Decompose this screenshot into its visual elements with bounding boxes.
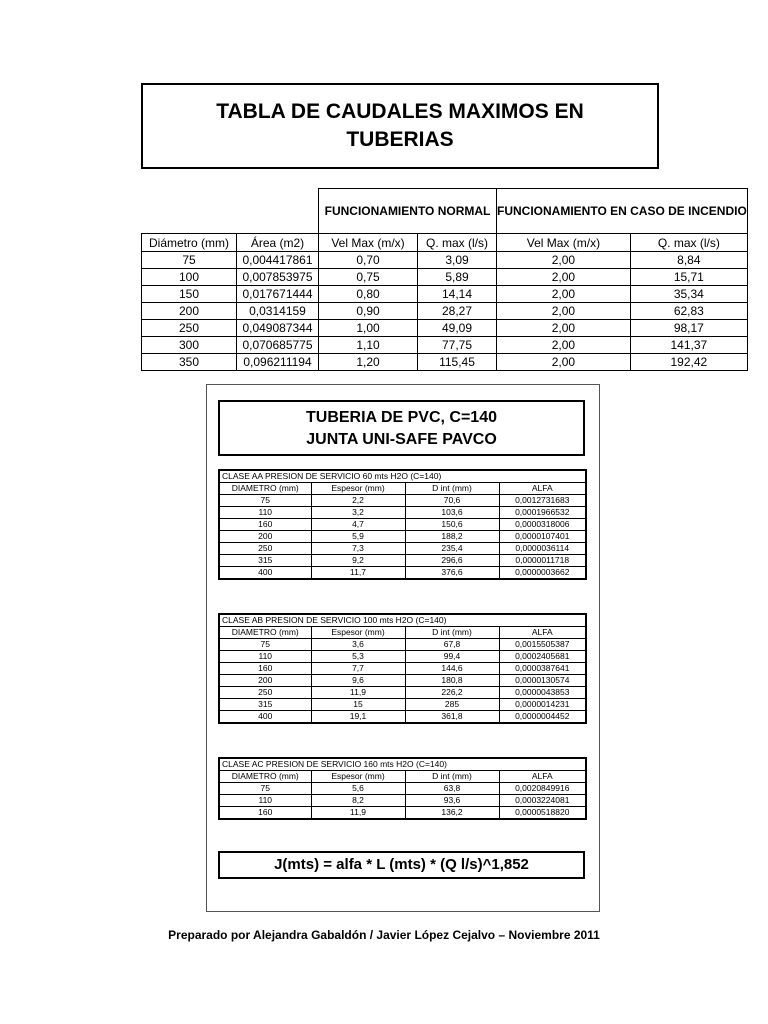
table-cell: 1,10 bbox=[319, 337, 418, 354]
table-cell: 5,3 bbox=[311, 651, 405, 663]
table-cell: 110 bbox=[219, 651, 311, 663]
table-cell: 62,83 bbox=[630, 303, 747, 320]
table-row bbox=[219, 711, 586, 724]
table-cell: 49,09 bbox=[418, 320, 497, 337]
column-header: Vel Max (m/x) bbox=[319, 234, 418, 252]
table-row bbox=[219, 807, 586, 820]
table-cell: 0,0001966532 bbox=[499, 507, 586, 519]
table-cell: 300 bbox=[142, 337, 237, 354]
table-cell: 2,00 bbox=[497, 303, 631, 320]
table-cell: 150 bbox=[142, 286, 237, 303]
table-cell: 0,0000518820 bbox=[499, 807, 586, 820]
table-row bbox=[142, 320, 748, 337]
table-cell: 67,8 bbox=[405, 639, 499, 651]
table-cell: 192,42 bbox=[630, 354, 747, 371]
table-cell: 98,17 bbox=[630, 320, 747, 337]
table-cell: 376,6 bbox=[405, 567, 499, 580]
column-header: DIAMETRO (mm) bbox=[219, 483, 311, 495]
empty-cell bbox=[142, 189, 237, 234]
table-cell: 8,2 bbox=[311, 795, 405, 807]
table-row bbox=[219, 687, 586, 699]
table-cell: 8,84 bbox=[630, 252, 747, 269]
table-cell: 0,0000014231 bbox=[499, 699, 586, 711]
table-cell: 75 bbox=[219, 783, 311, 795]
table-cell: 141,37 bbox=[630, 337, 747, 354]
table-row bbox=[219, 555, 586, 567]
table-cell: 0,0020849916 bbox=[499, 783, 586, 795]
flow-table bbox=[141, 188, 748, 371]
table-cell: 0,90 bbox=[319, 303, 418, 320]
table-cell: 0,0015505387 bbox=[499, 639, 586, 651]
table-row bbox=[142, 286, 748, 303]
empty-cell bbox=[237, 189, 319, 234]
table-cell: 11,9 bbox=[311, 807, 405, 820]
table-cell: 0,0000003662 bbox=[499, 567, 586, 580]
table-row bbox=[219, 507, 586, 519]
table-cell: 0,004417861 bbox=[237, 252, 319, 269]
table-row bbox=[219, 783, 586, 795]
document-title: TABLA DE CAUDALES MAXIMOS EN TUBERIAS bbox=[216, 100, 584, 151]
table-cell: 136,2 bbox=[405, 807, 499, 820]
table-cell: 250 bbox=[219, 543, 311, 555]
table-cell: 2,00 bbox=[497, 252, 631, 269]
table-cell: 7,7 bbox=[311, 663, 405, 675]
table-cell: 0,0000011718 bbox=[499, 555, 586, 567]
table-row bbox=[142, 303, 748, 320]
head-loss-formula: J(mts) = alfa * L (mts) * (Q l/s)^1,852 bbox=[218, 851, 585, 879]
table-cell: 0,0000043853 bbox=[499, 687, 586, 699]
table-cell: 11,7 bbox=[311, 567, 405, 580]
table-cell: 63,8 bbox=[405, 783, 499, 795]
table-cell: 0,0000318006 bbox=[499, 519, 586, 531]
table-cell: 0,0000387641 bbox=[499, 663, 586, 675]
table-cell: 2,00 bbox=[497, 269, 631, 286]
table-row bbox=[219, 543, 586, 555]
column-header: D int (mm) bbox=[405, 771, 499, 783]
table-cell: 70,6 bbox=[405, 495, 499, 507]
table-cell: 200 bbox=[219, 531, 311, 543]
table-cell: 0,0002405681 bbox=[499, 651, 586, 663]
table-cell: 9,2 bbox=[311, 555, 405, 567]
column-header: Espesor (mm) bbox=[311, 771, 405, 783]
class-ab-table bbox=[218, 613, 587, 724]
pvc-title-line-2: JUNTA UNI-SAFE PAVCO bbox=[306, 431, 497, 448]
table-cell: 75 bbox=[219, 495, 311, 507]
column-header: Vel Max (m/x) bbox=[497, 234, 631, 252]
table-cell: 1,20 bbox=[319, 354, 418, 371]
table-cell: 11,9 bbox=[311, 687, 405, 699]
table-cell: 110 bbox=[219, 507, 311, 519]
table-row bbox=[219, 567, 586, 580]
table-cell: 315 bbox=[219, 555, 311, 567]
class-table-caption: CLASE AA PRESION DE SERVICIO 60 mts H2O (C=140) bbox=[219, 470, 586, 483]
table-cell: 0,70 bbox=[319, 252, 418, 269]
group-header-normal: FUNCIONAMIENTO NORMAL bbox=[319, 189, 497, 234]
table-cell: 2,00 bbox=[497, 286, 631, 303]
table-cell: 0,070685775 bbox=[237, 337, 319, 354]
footer-credits: Preparado por Alejandra Gabaldón / Javier López Cejalvo – Noviembre 2011 bbox=[168, 928, 600, 942]
table-cell: 7,3 bbox=[311, 543, 405, 555]
table-row bbox=[142, 337, 748, 354]
column-header: D int (mm) bbox=[405, 483, 499, 495]
column-header: D int (mm) bbox=[405, 627, 499, 639]
column-header: Espesor (mm) bbox=[311, 483, 405, 495]
table-cell: 0,007853975 bbox=[237, 269, 319, 286]
table-row bbox=[142, 252, 748, 269]
table-cell: 0,0314159 bbox=[237, 303, 319, 320]
column-header: Q. max (l/s) bbox=[418, 234, 497, 252]
table-cell: 0,0000036114 bbox=[499, 543, 586, 555]
table-cell: 200 bbox=[219, 675, 311, 687]
table-cell: 2,00 bbox=[497, 320, 631, 337]
class-aa-table bbox=[218, 469, 587, 580]
table-cell: 0,0000107401 bbox=[499, 531, 586, 543]
table-cell: 35,34 bbox=[630, 286, 747, 303]
table-cell: 400 bbox=[219, 711, 311, 724]
table-cell: 160 bbox=[219, 807, 311, 820]
table-cell: 100 bbox=[142, 269, 237, 286]
column-header: ALFA bbox=[499, 483, 586, 495]
table-cell: 9,6 bbox=[311, 675, 405, 687]
table-cell: 200 bbox=[142, 303, 237, 320]
table-cell: 160 bbox=[219, 663, 311, 675]
pvc-title-line-1: TUBERIA DE PVC, C=140 bbox=[305, 409, 497, 426]
table-cell: 4,7 bbox=[311, 519, 405, 531]
table-cell: 0,80 bbox=[319, 286, 418, 303]
table-cell: 2,2 bbox=[311, 495, 405, 507]
table-row bbox=[219, 651, 586, 663]
table-cell: 150,6 bbox=[405, 519, 499, 531]
table-cell: 5,89 bbox=[418, 269, 497, 286]
table-cell: 3,09 bbox=[418, 252, 497, 269]
table-row bbox=[219, 495, 586, 507]
table-row bbox=[219, 531, 586, 543]
table-row bbox=[219, 699, 586, 711]
column-header: Diámetro (mm) bbox=[142, 234, 237, 252]
table-row bbox=[219, 675, 586, 687]
pvc-title-box bbox=[218, 400, 585, 456]
table-cell: 2,00 bbox=[497, 354, 631, 371]
column-header: ALFA bbox=[499, 627, 586, 639]
table-cell: 144,6 bbox=[405, 663, 499, 675]
class-table-caption: CLASE AB PRESION DE SERVICIO 100 mts H2O (C=140) bbox=[219, 614, 586, 627]
table-cell: 3,6 bbox=[311, 639, 405, 651]
table-cell: 0,096211194 bbox=[237, 354, 319, 371]
table-cell: 285 bbox=[405, 699, 499, 711]
table-cell: 77,75 bbox=[418, 337, 497, 354]
column-header: Espesor (mm) bbox=[311, 627, 405, 639]
table-cell: 1,00 bbox=[319, 320, 418, 337]
table-cell: 235,4 bbox=[405, 543, 499, 555]
table-cell: 0,0000004452 bbox=[499, 711, 586, 724]
table-cell: 0,049087344 bbox=[237, 320, 319, 337]
column-header: ALFA bbox=[499, 771, 586, 783]
table-cell: 350 bbox=[142, 354, 237, 371]
table-cell: 5,9 bbox=[311, 531, 405, 543]
table-cell: 15 bbox=[311, 699, 405, 711]
table-cell: 2,00 bbox=[497, 337, 631, 354]
table-cell: 0,0012731683 bbox=[499, 495, 586, 507]
table-cell: 0,0000130574 bbox=[499, 675, 586, 687]
table-row bbox=[219, 639, 586, 651]
table-row bbox=[219, 519, 586, 531]
table-row bbox=[142, 354, 748, 371]
table-cell: 75 bbox=[219, 639, 311, 651]
table-cell: 19,1 bbox=[311, 711, 405, 724]
table-cell: 296,6 bbox=[405, 555, 499, 567]
table-cell: 160 bbox=[219, 519, 311, 531]
column-header: Q. max (l/s) bbox=[630, 234, 747, 252]
table-cell: 115,45 bbox=[418, 354, 497, 371]
table-row bbox=[142, 269, 748, 286]
table-cell: 99,4 bbox=[405, 651, 499, 663]
table-cell: 0,017671444 bbox=[237, 286, 319, 303]
table-cell: 226,2 bbox=[405, 687, 499, 699]
table-row bbox=[219, 663, 586, 675]
group-header-fire: FUNCIONAMIENTO EN CASO DE INCENDIO bbox=[497, 189, 748, 234]
class-ac-table bbox=[218, 757, 587, 820]
document-title-box bbox=[141, 83, 659, 169]
table-cell: 0,0003224081 bbox=[499, 795, 586, 807]
table-cell: 400 bbox=[219, 567, 311, 580]
table-cell: 180,8 bbox=[405, 675, 499, 687]
table-row bbox=[219, 795, 586, 807]
table-cell: 103,6 bbox=[405, 507, 499, 519]
table-cell: 5,6 bbox=[311, 783, 405, 795]
table-cell: 250 bbox=[142, 320, 237, 337]
table-cell: 3,2 bbox=[311, 507, 405, 519]
table-cell: 75 bbox=[142, 252, 237, 269]
table-cell: 361,8 bbox=[405, 711, 499, 724]
table-cell: 93,6 bbox=[405, 795, 499, 807]
table-cell: 250 bbox=[219, 687, 311, 699]
table-cell: 28,27 bbox=[418, 303, 497, 320]
table-cell: 14,14 bbox=[418, 286, 497, 303]
class-table-caption: CLASE AC PRESION DE SERVICIO 160 mts H2O (C=140) bbox=[219, 758, 586, 771]
column-header: DIAMETRO (mm) bbox=[219, 627, 311, 639]
table-cell: 15,71 bbox=[630, 269, 747, 286]
table-cell: 0,75 bbox=[319, 269, 418, 286]
column-header: DIAMETRO (mm) bbox=[219, 771, 311, 783]
table-cell: 315 bbox=[219, 699, 311, 711]
table-cell: 110 bbox=[219, 795, 311, 807]
table-cell: 188,2 bbox=[405, 531, 499, 543]
column-header: Área (m2) bbox=[237, 234, 319, 252]
